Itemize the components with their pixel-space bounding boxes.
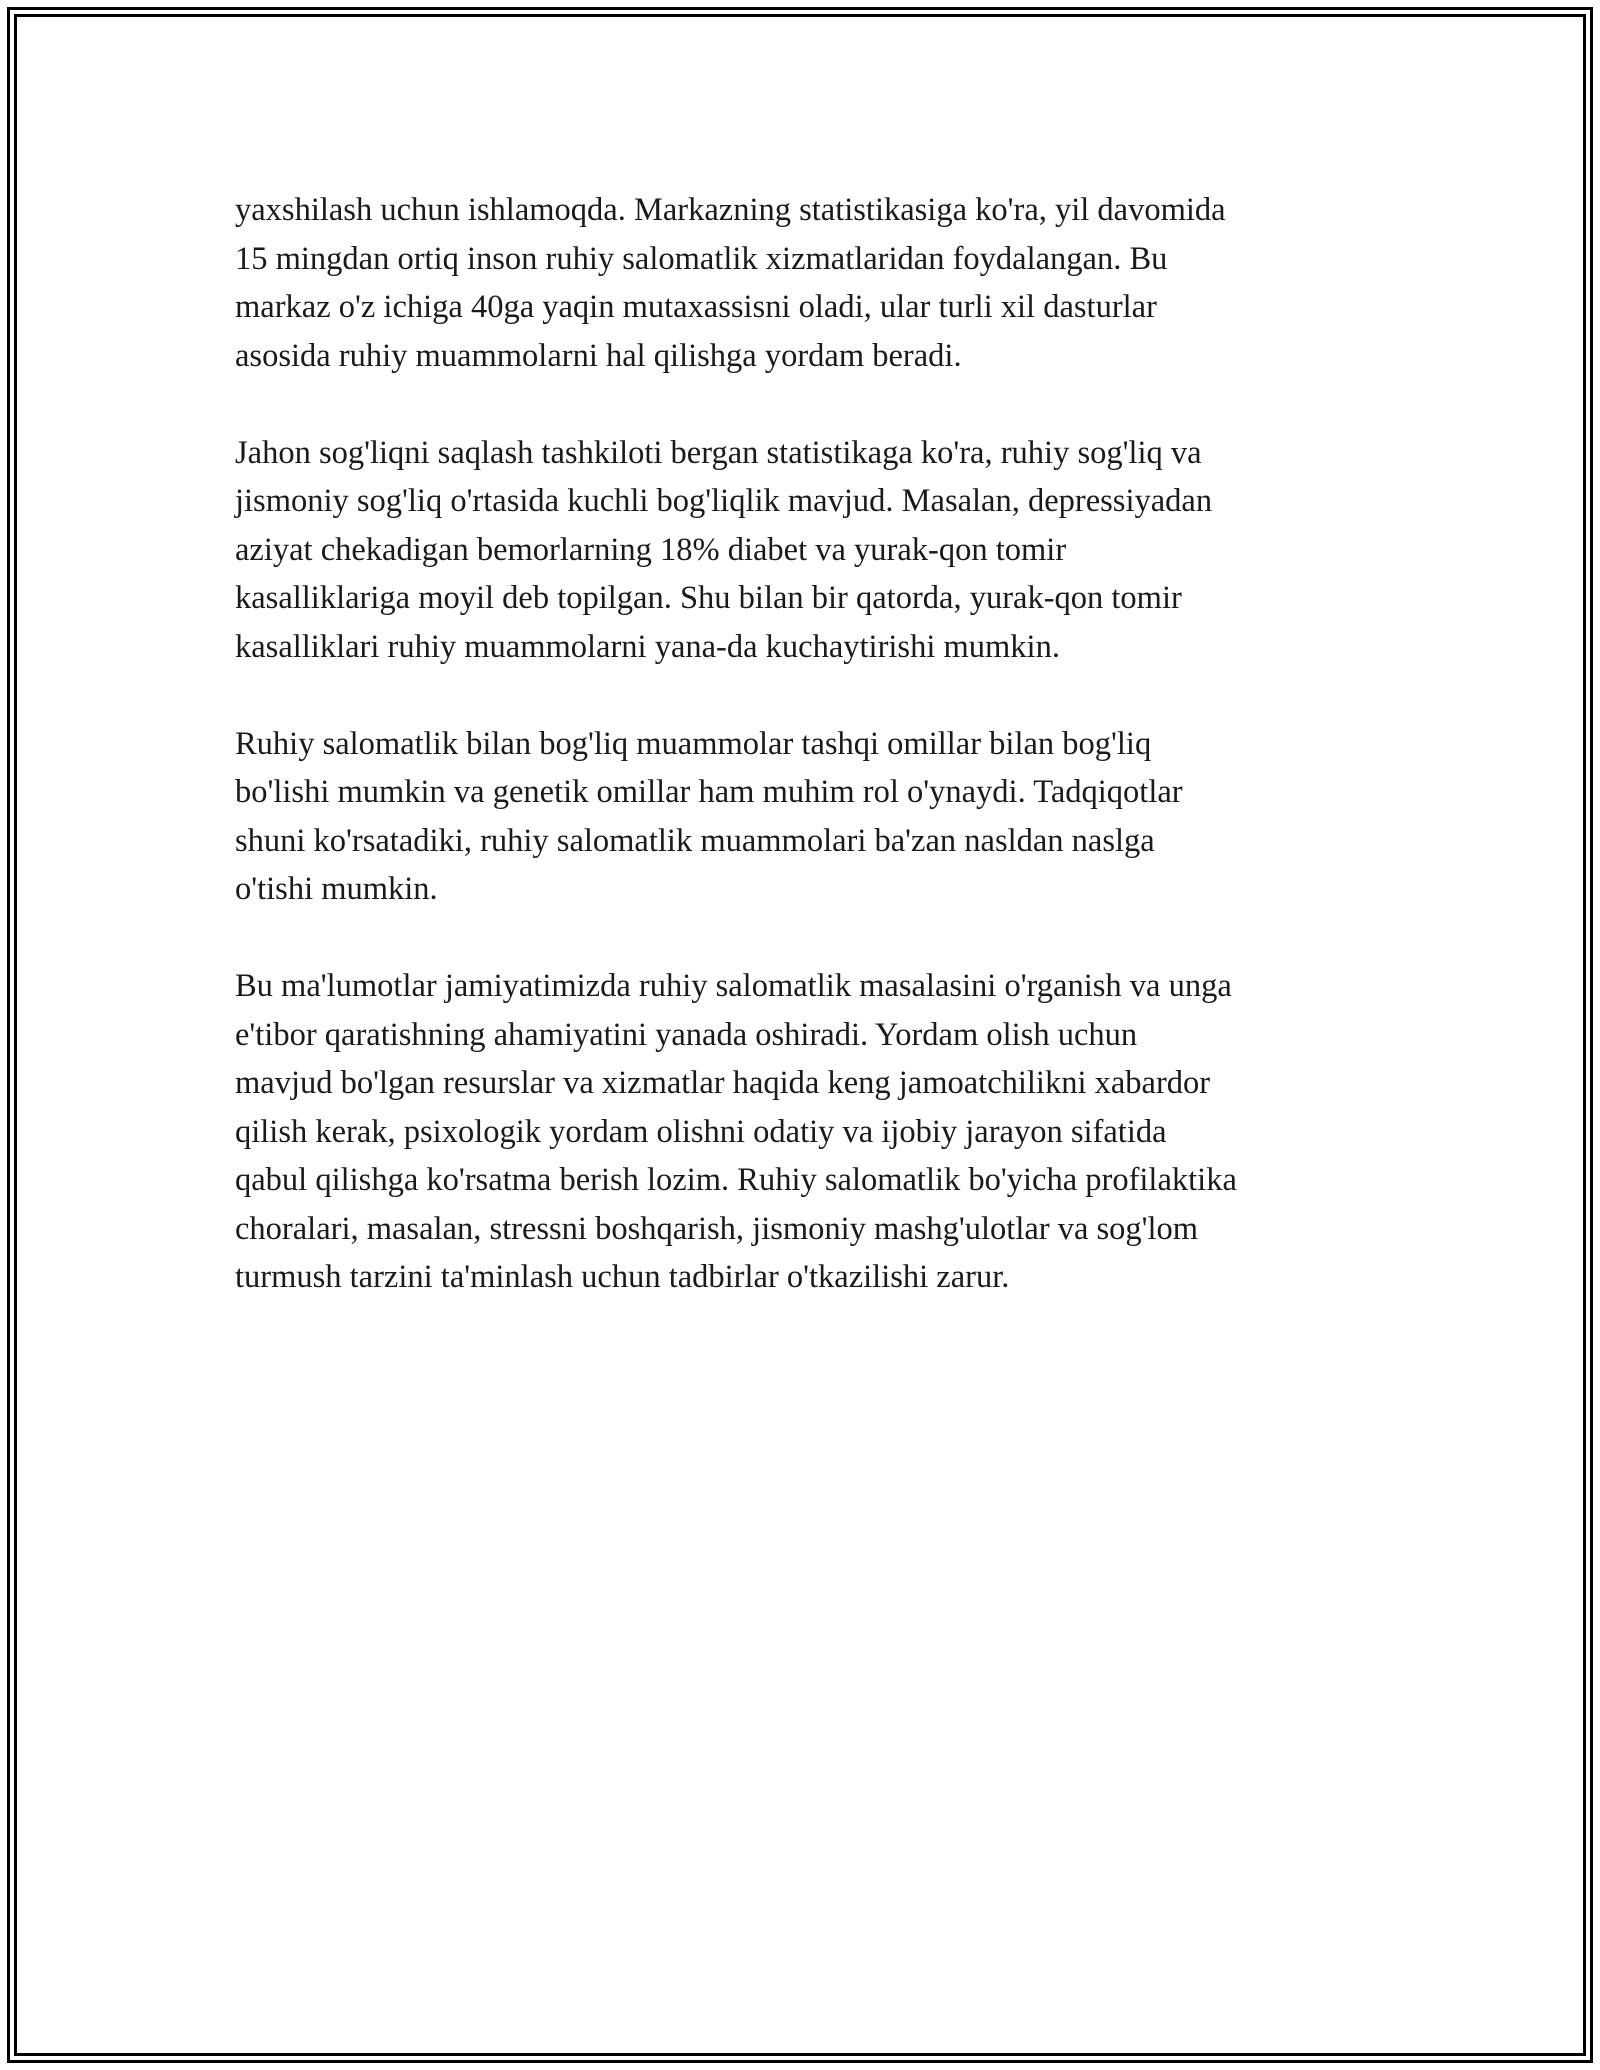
text-line: Bu ma'lumotlar jamiyatimizda ruhiy salomatlik masalasini o'rganish va unga bbox=[235, 968, 1232, 1004]
document-body bbox=[235, 186, 1375, 1350]
text-line: shuni ko'rsatadiki, ruhiy salomatlik muammolari ba'zan nasldan naslga bbox=[235, 822, 1155, 859]
text-line: asosida ruhiy muammolarni hal qilishga yordam beradi. bbox=[235, 337, 962, 374]
paragraph-3 bbox=[235, 720, 1375, 914]
text-line: Jahon sog'liqni saqlash tashkiloti bergan statistikaga ko'ra, ruhiy sog'liq va bbox=[235, 434, 1202, 471]
text-line: kasalliklariga moyil deb topilgan. Shu bilan bir qatorda, yurak-qon tomir bbox=[235, 580, 1182, 616]
text-line: bo'lishi mumkin va genetik omillar ham muhim rol o'ynaydi. Tadqiqotlar bbox=[235, 774, 1183, 810]
text-line: yaxshilash uchun ishlamoqda. Markazning statistikasiga ko'ra, yil davomida bbox=[235, 192, 1226, 228]
paragraph-1 bbox=[235, 186, 1375, 380]
text-line: o'tishi mumkin. bbox=[235, 871, 438, 907]
text-line: aziyat chekadigan bemorlarning 18% diabet va yurak-qon tomir bbox=[235, 531, 1067, 568]
text-line: jismoniy sog'liq o'rtasida kuchli bog'liqlik mavjud. Masalan, depressiyadan bbox=[235, 483, 1213, 519]
text-line: 15 mingdan ortiq inson ruhiy salomatlik xizmatlaridan foydalangan. Bu bbox=[235, 240, 1168, 277]
text-line: markaz o'z ichiga 40ga yaqin mutaxassisni oladi, ular turli xil dasturlar bbox=[235, 289, 1157, 325]
text-line: choralari, masalan, stressni boshqarish, jismoniy mashg'ulotlar va sog'lom bbox=[235, 1210, 1199, 1247]
text-line: mavjud bo'lgan resurslar va xizmatlar haqida keng jamoatchilikni xabardor bbox=[235, 1065, 1211, 1101]
text-line: qabul qilishga ko'rsatma berish lozim. Ruhiy salomatlik bo'yicha profilaktika bbox=[235, 1162, 1237, 1198]
text-line: qilish kerak, psixologik yordam olishni odatiy va ijobiy jarayon sifatida bbox=[235, 1113, 1167, 1150]
paragraph-4 bbox=[235, 962, 1375, 1302]
paragraph-2 bbox=[235, 429, 1375, 672]
text-line: e'tibor qaratishning ahamiyatini yanada oshiradi. Yordam olish uchun bbox=[235, 1016, 1138, 1053]
text-line: Ruhiy salomatlik bilan bog'liq muammolar tashqi omillar bilan bog'liq bbox=[235, 725, 1152, 762]
text-line: turmush tarzini ta'minlash uchun tadbirlar o'tkazilishi zarur. bbox=[235, 1259, 1010, 1295]
text-line: kasalliklari ruhiy muammolarni yana-da kuchaytirishi mumkin. bbox=[235, 628, 1060, 665]
